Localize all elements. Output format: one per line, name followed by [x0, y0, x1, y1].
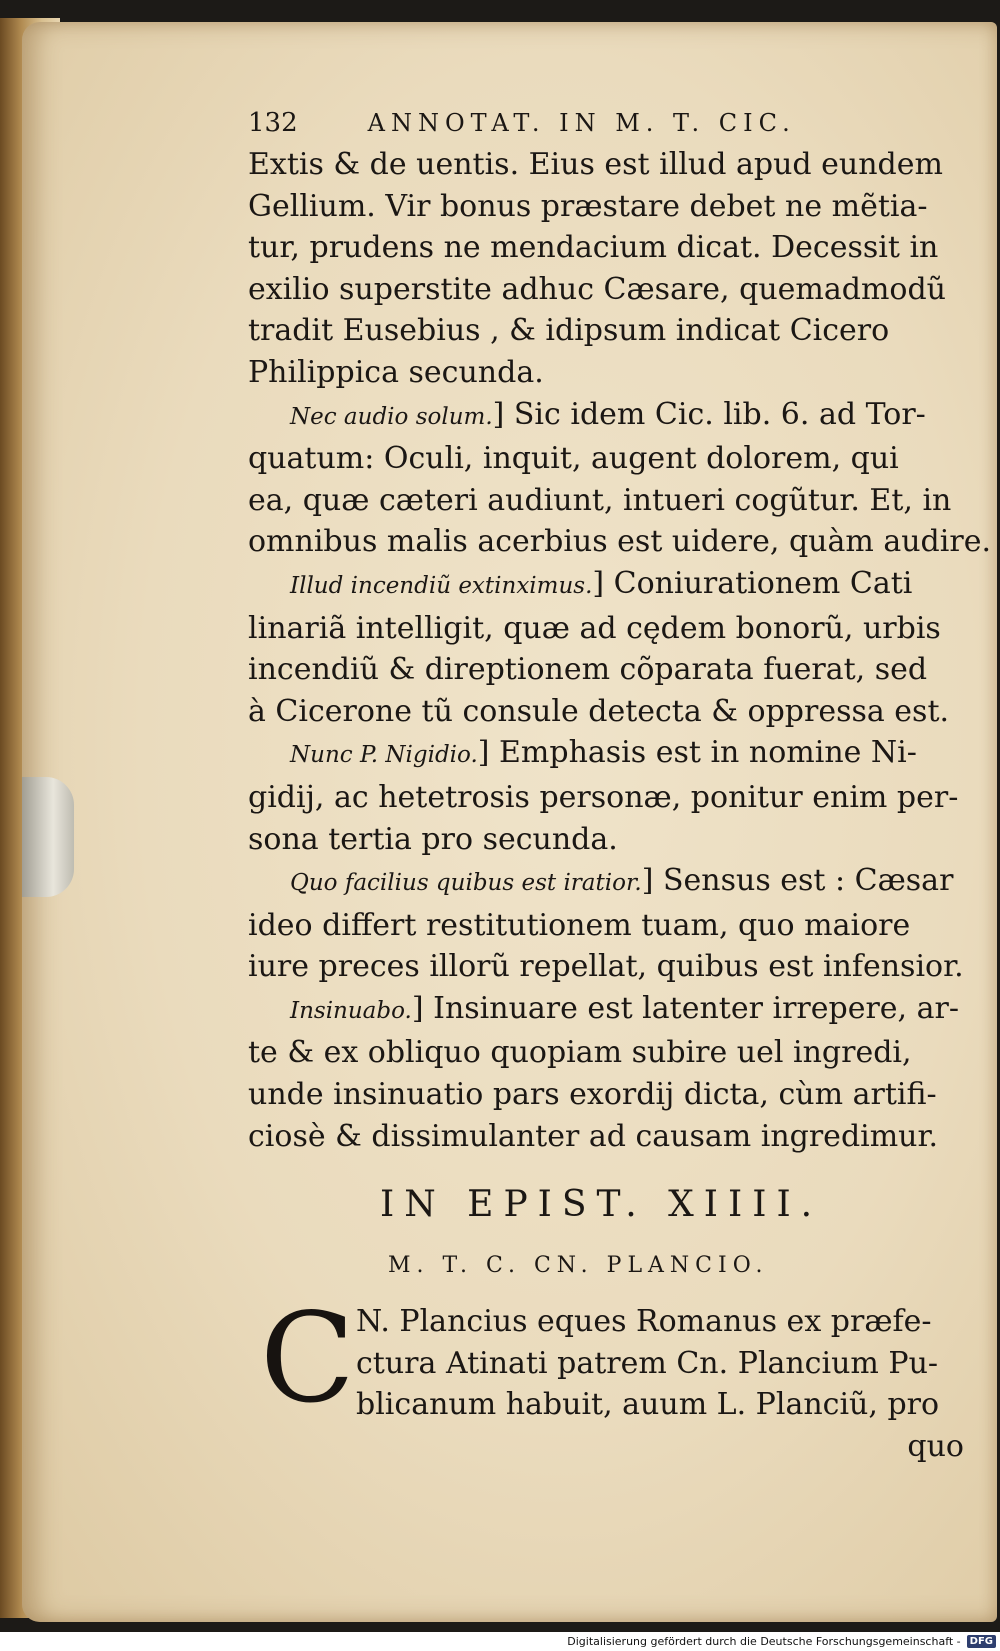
- line-text: gidij, ac hetetrosis personæ, ponitur enim per-: [248, 779, 959, 815]
- line-text: tur, prudens ne mendacium dicat. Decessit in: [248, 230, 939, 266]
- lemma: Nunc P. Nigidio.: [290, 742, 478, 769]
- commentary-lemma-line: [248, 563, 968, 608]
- commentary-line: [248, 608, 968, 650]
- line-text: linariã intelligit, quæ ad cędem bonorũ, urbis: [248, 610, 941, 646]
- line-text: Philippica secunda.: [248, 354, 544, 390]
- commentary-line: [248, 777, 968, 819]
- commentary-line: [248, 144, 968, 186]
- lemma: Quo facilius quibus est iratior.: [290, 870, 642, 897]
- commentary-line: [248, 438, 968, 480]
- commentary-lemma-line: [248, 732, 968, 777]
- opening-paragraph: [248, 1287, 968, 1432]
- lemma: Illud incendiũ extinximus.: [290, 572, 593, 599]
- lemma: Insinuabo.: [290, 997, 412, 1024]
- commentary-line: [248, 1032, 968, 1074]
- section-title: IN EPIST. XIIII.: [380, 1184, 823, 1226]
- line-text: ciosè & dissimulanter ad causam ingredimur.: [248, 1118, 939, 1154]
- commentary-lemma-line: [248, 394, 968, 439]
- footer-bar: [0, 1632, 1000, 1651]
- page-clip: [22, 777, 74, 897]
- commentary-line: [248, 480, 968, 522]
- commentary-line: [248, 521, 991, 563]
- line-text: te & ex obliquo quopiam subire uel ingredi,: [248, 1035, 912, 1071]
- commentary-line: [248, 946, 968, 988]
- commentary-line: [248, 269, 968, 311]
- commentary-line: [248, 819, 968, 861]
- line-text: ] Emphasis est in nomine Ni-: [477, 735, 917, 771]
- commentary-line: [248, 227, 968, 269]
- opening-line: N. Plancius eques Romanus ex præfe-: [356, 1304, 932, 1340]
- line-text: iure preces illorũ repellat, quibus est infensior.: [248, 949, 964, 985]
- commentary-line: [248, 310, 968, 352]
- line-text: à Cicerone tũ consule detecta & oppressa est.: [248, 693, 950, 729]
- line-text: tradit Eusebius , & idipsum indicat Cicero: [248, 313, 890, 349]
- line-text: Gellium. Vir bonus præstare debet ne mẽtia-: [248, 188, 928, 224]
- commentary-text: [248, 144, 991, 1157]
- catchword: quo: [907, 1429, 964, 1465]
- line-text: ea, quæ cæteri audiunt, intueri cogũtur. Et, in: [248, 482, 952, 518]
- commentary-line: [248, 649, 968, 691]
- commentary-lemma-line: [248, 988, 968, 1033]
- lemma: Nec audio solum.: [290, 403, 493, 430]
- commentary-line: [248, 186, 968, 228]
- line-text: omnibus malis acerbius est uidere, quàm audire.: [248, 524, 991, 560]
- section-subtitle: M. T. C. CN. PLANCIO.: [388, 1253, 769, 1279]
- commentary-line: [248, 1116, 968, 1158]
- line-text: Extis & de uentis. Eius est illud apud eundem: [248, 147, 943, 182]
- line-text: sona tertia pro secunda.: [248, 821, 618, 857]
- line-text: ] Sic idem Cic. lib. 6. ad Tor-: [492, 396, 926, 432]
- line-text: unde insinuatio pars exordij dicta, cùm artifi-: [248, 1077, 937, 1113]
- drop-cap: C: [260, 1287, 355, 1432]
- line-text: quatum: Oculi, inquit, augent dolorem, qui: [248, 441, 899, 477]
- dfg-logo: DFG: [967, 1635, 996, 1648]
- footer-credit: Digitalisierung gefördert durch die Deutsche Forschungsgemeinschaft -: [567, 1635, 961, 1648]
- line-text: exilio superstite adhuc Cæsare, quemadmodũ: [248, 271, 946, 307]
- commentary-line: [248, 691, 968, 733]
- line-text: incendiũ & direptionem cõparata fuerat, sed: [248, 652, 928, 688]
- commentary-line: [248, 352, 968, 394]
- line-text: ideo differt restitutionem tuam, quo maiore: [248, 907, 911, 943]
- line-text: ] Sensus est : Cæsar: [641, 863, 954, 899]
- running-title: ANNOTAT. IN M. T. CIC.: [367, 109, 796, 137]
- page-number: 132: [248, 108, 298, 138]
- page-header: [248, 108, 968, 138]
- commentary-line: [248, 1074, 968, 1116]
- commentary-lemma-line: [248, 860, 968, 905]
- opening-line: ctura Atinati patrem Cn. Plancium Pu-: [356, 1345, 939, 1381]
- page-text: [248, 108, 991, 1468]
- line-text: ] Insinuare est latenter irrepere, ar-: [411, 990, 959, 1026]
- commentary-line: [248, 905, 968, 947]
- opening-line: blicanum habuit, auum L. Planciũ, pro: [356, 1387, 940, 1423]
- line-text: ] Coniurationem Cati: [592, 565, 913, 601]
